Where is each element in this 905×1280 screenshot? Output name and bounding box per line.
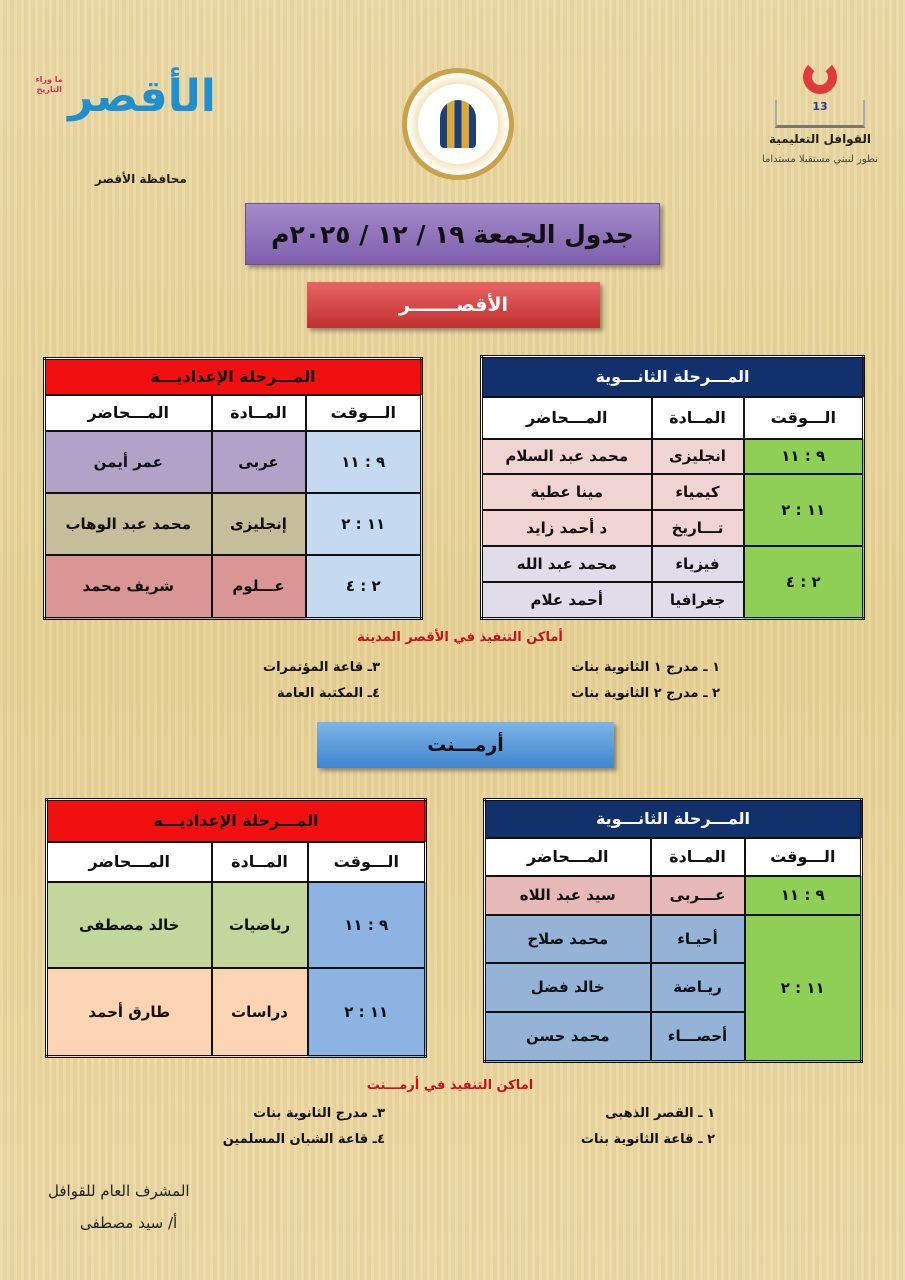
table-row	[45, 431, 422, 493]
table-row	[485, 915, 862, 964]
place-item: ١ ـ مدرج ١ الثانوية بنات	[571, 660, 720, 675]
subject-cell: ريـاضة	[651, 963, 745, 1012]
logo-wordmark: الأقصر	[68, 71, 216, 122]
teacher-cell: شريف محمد	[45, 555, 212, 619]
place-item: ٤ـ قاعة الشبان المسلمين	[222, 1132, 385, 1147]
teacher-cell: خالد فضل	[485, 963, 651, 1012]
time-cell: ١١ : ٢	[745, 915, 862, 1062]
table-header: المـــرحلة الثانـــوية	[485, 800, 862, 838]
place-item: ١ ـ القصر الذهبى	[605, 1106, 715, 1121]
teacher-cell: د أحمد زايد	[482, 510, 652, 546]
book-icon	[775, 100, 865, 128]
col-subject: المــادة	[212, 842, 308, 882]
place-item: ٢ ـ مدرج ٢ الثانوية بنات	[571, 686, 720, 701]
directorate-seal-logo	[402, 68, 514, 180]
supervisor-name: أ/ سيد مصطفى	[80, 1214, 178, 1232]
place-item: ٣ـ مدرج الثانوية بنات	[253, 1106, 385, 1121]
subject-cell: عـــلوم	[212, 555, 306, 619]
time-cell: ١١ : ٢	[308, 968, 426, 1057]
time-cell: ٩ : ١١	[306, 431, 422, 493]
subject-cell: أحصـــاء	[651, 1012, 745, 1062]
teacher-cell: محمد عبد السلام	[482, 439, 652, 475]
subject-cell: إنجليزى	[212, 493, 306, 555]
teacher-cell: طارق أحمد	[47, 968, 212, 1057]
table-row	[482, 439, 864, 475]
teacher-cell: محمد عبد الوهاب	[45, 493, 212, 555]
col-teacher: المـــحاضر	[482, 397, 652, 439]
time-cell: ٩ : ١١	[745, 876, 862, 915]
table-header: المـــرحلة الإعداديـــة	[45, 359, 422, 395]
col-teacher: المـــحاضر	[47, 842, 212, 882]
table-row	[45, 555, 422, 619]
table-row	[485, 876, 862, 915]
subject-cell: تـــاريخ	[652, 510, 744, 546]
col-time: الـــوقت	[745, 838, 862, 876]
luxor-secondary-table	[480, 355, 865, 620]
subject-cell: رياضيات	[212, 882, 308, 968]
logo-number: 13	[812, 100, 828, 113]
teacher-cell: عمر أيمن	[45, 431, 212, 493]
col-teacher: المـــحاضر	[45, 395, 212, 431]
time-cell: ١١ : ٢	[744, 474, 864, 546]
luxor-governorate-logo	[30, 71, 220, 122]
subject-cell: كيمياء	[652, 474, 744, 510]
table-row	[482, 546, 864, 582]
supervisor-role: المشرف العام للقوافل	[48, 1182, 190, 1200]
table-row	[47, 882, 426, 968]
person-icon	[803, 60, 837, 94]
armant-banner: أرمـــنت	[317, 722, 614, 768]
page-title: جدول الجمعة ١٩ / ١٢ / ٢٠٢٥م	[245, 203, 660, 265]
subject-cell: انجليزى	[652, 439, 744, 475]
place-item: ٣ـ قاعة المؤتمرات	[263, 660, 380, 675]
time-cell: ٢ : ٤	[744, 546, 864, 619]
table-header: المـــرحلة الثانـــوية	[482, 357, 864, 397]
armant-secondary-table	[483, 798, 863, 1063]
col-subject: المــادة	[652, 397, 744, 439]
time-cell: ١١ : ٢	[306, 493, 422, 555]
logo-slogan: نطور لنبني مستقبلا مستداما	[761, 154, 878, 165]
teacher-cell: محمد صلاح	[485, 915, 651, 964]
subject-cell: دراسات	[212, 968, 308, 1057]
governorate-label: محافظة الأقصر	[95, 172, 187, 186]
subject-cell: عربى	[212, 431, 306, 493]
col-teacher: المـــحاضر	[485, 838, 651, 876]
teacher-cell: مينا عطية	[482, 474, 652, 510]
time-cell: ٢ : ٤	[306, 555, 422, 619]
subject-cell: فيزياء	[652, 546, 744, 582]
col-time: الـــوقت	[744, 397, 864, 439]
col-subject: المــادة	[212, 395, 306, 431]
pharaoh-icon	[440, 100, 476, 148]
luxor-places-title: أماكن التنفيذ في الأقصر المدينة	[357, 630, 563, 645]
subject-cell: أحيـاء	[651, 915, 745, 964]
armant-places-title: اماكن التنفيذ في أرمـــنت	[366, 1078, 534, 1093]
table-header: المـــرحلة الإعداديـــة	[47, 800, 426, 842]
armant-prep-table	[45, 798, 427, 1058]
logo-tagline: ما وراء التاريخ	[35, 75, 63, 94]
place-item: ٢ ـ قاعة الثانوية بنات	[580, 1132, 715, 1147]
place-item: ٤ـ المكتبة العامة	[276, 686, 380, 701]
table-row	[45, 493, 422, 555]
teacher-cell: محمد حسن	[485, 1012, 651, 1062]
logo-title: القوافل التعليمية	[769, 132, 871, 146]
subject-cell: عـــربى	[651, 876, 745, 915]
luxor-prep-table	[43, 357, 423, 620]
teacher-cell: سيد عبد اللاه	[485, 876, 651, 915]
teacher-cell: أحمد علام	[482, 582, 652, 619]
table-row	[482, 474, 864, 510]
luxor-banner: الأقصـــــــر	[307, 282, 600, 328]
teacher-cell: محمد عبد الله	[482, 546, 652, 582]
table-row	[47, 968, 426, 1057]
time-cell: ٩ : ١١	[744, 439, 864, 475]
col-time: الـــوقت	[308, 842, 426, 882]
teacher-cell: خالد مصطفى	[47, 882, 212, 968]
col-time: الـــوقت	[306, 395, 422, 431]
caravans-logo	[745, 60, 895, 165]
col-subject: المــادة	[651, 838, 745, 876]
time-cell: ٩ : ١١	[308, 882, 426, 968]
subject-cell: جغرافيا	[652, 582, 744, 619]
